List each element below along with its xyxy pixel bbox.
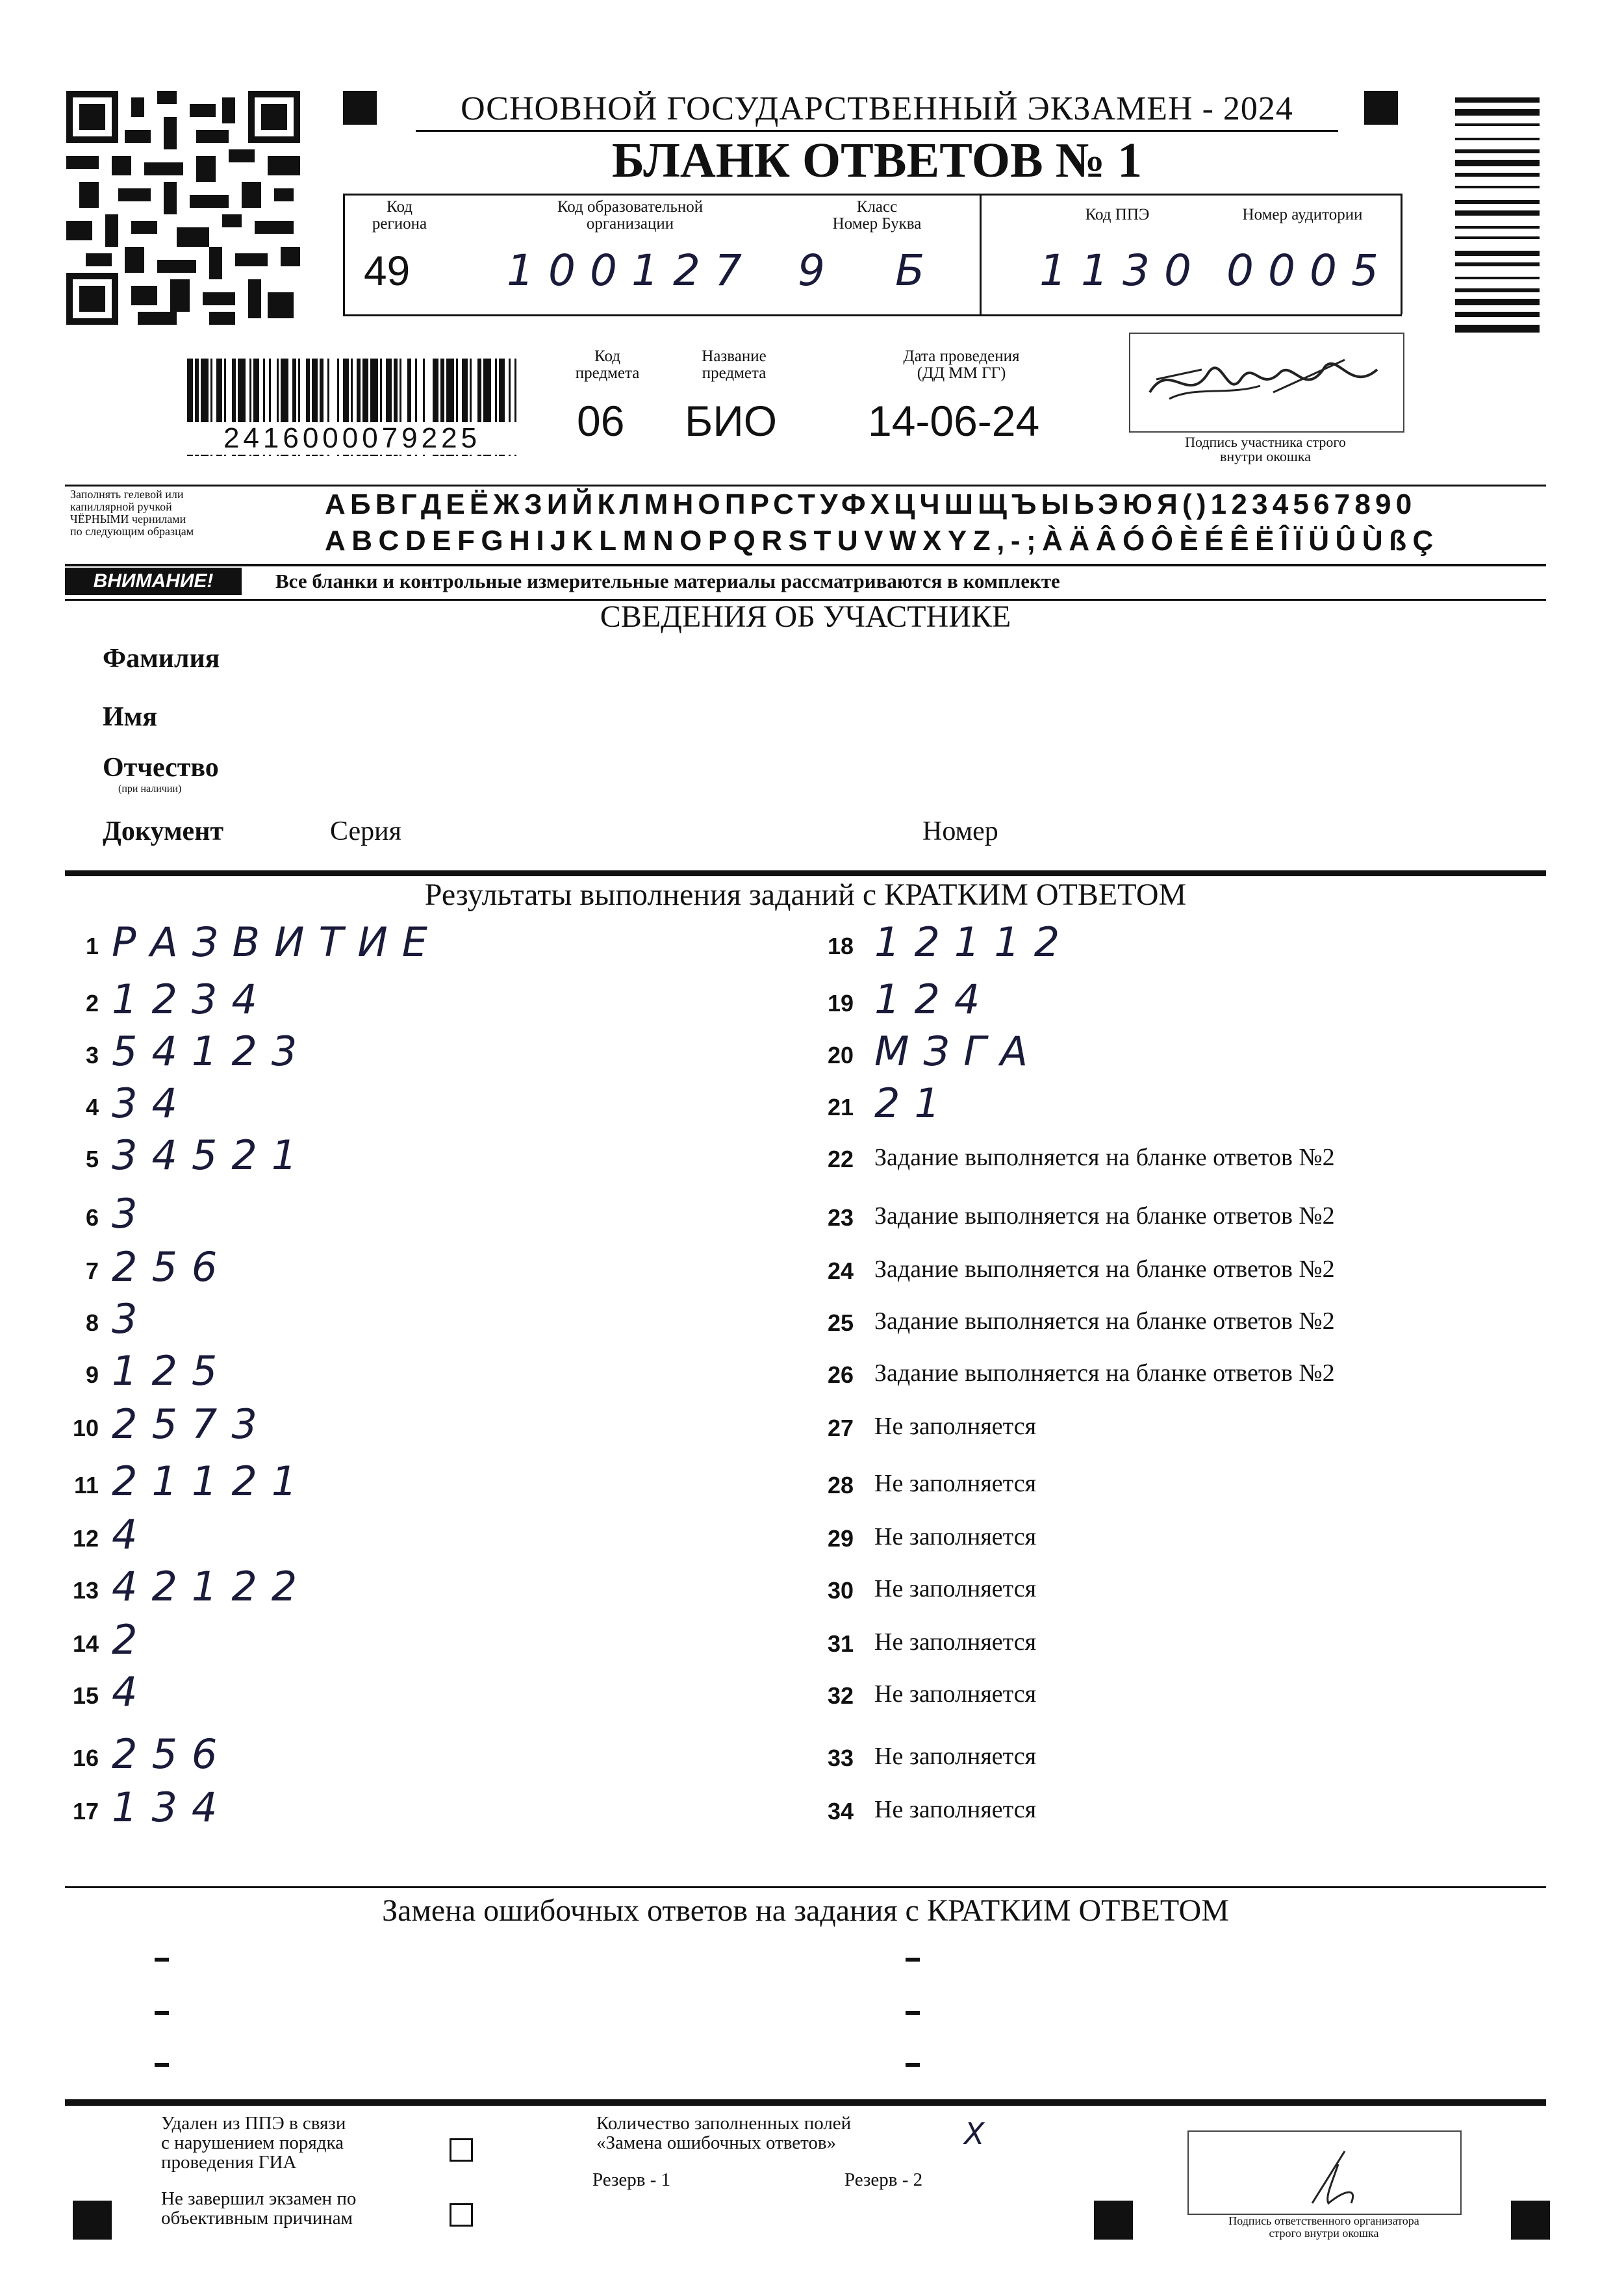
footer-top-line: [65, 2099, 1546, 2106]
room-value: 0005: [1226, 246, 1393, 296]
answer-number-22: 22: [827, 1146, 854, 1172]
answer-value-10[interactable]: 2573: [112, 1400, 272, 1448]
answer-value-4[interactable]: 34: [112, 1080, 192, 1127]
sample-instructions: Заполнять гелевой или капиллярной ручкой ЧЁРНЫМИ чернилами по следующим образцам: [70, 488, 194, 538]
answer-number-18: 18: [827, 933, 854, 959]
participant-signature-caption: Подпись участника строго внутри окошка: [1185, 434, 1346, 464]
side-barcode-bar: [1455, 312, 1540, 317]
replacement-slot-left-2[interactable]: [155, 2011, 169, 2015]
organizer-signature-box[interactable]: [1187, 2130, 1462, 2215]
side-barcode-bar: [1455, 149, 1540, 153]
answer-number-6: 6: [85, 1204, 99, 1231]
side-barcode-bar: [1455, 251, 1540, 256]
side-barcode: [1455, 97, 1540, 461]
sample-cyrillic: АБВГДЕЁЖЗИЙКЛМНОПРСТУФХЦЧШЩЪЫЬЭЮЯ()1234567890: [325, 488, 1417, 520]
side-barcode-bar: [1455, 236, 1540, 239]
side-barcode-bar: [1455, 138, 1540, 140]
surname-label: Фамилия: [103, 644, 220, 674]
anchor-square-bottom-right: [1511, 2201, 1550, 2240]
answer-value-26: Задание выполняется на бланке ответов №2: [874, 1359, 1335, 1387]
answer-number-25: 25: [827, 1309, 854, 1336]
answer-number-30: 30: [827, 1577, 854, 1604]
answer-value-22: Задание выполняется на бланке ответов №2: [874, 1144, 1335, 1171]
side-barcode-bar: [1455, 173, 1540, 177]
date-label: Дата проведения (ДД ММ ГГ): [903, 347, 1020, 382]
side-barcode-bar: [1455, 109, 1540, 116]
answer-value-19[interactable]: 124: [874, 976, 995, 1023]
side-barcode-bar: [1455, 186, 1540, 188]
subject-code-value: 06: [577, 397, 625, 445]
organizer-signature: [1189, 2132, 1460, 2214]
answer-number-14: 14: [72, 1630, 99, 1657]
replacement-slot-left-1[interactable]: [155, 1958, 169, 1962]
answer-value-13[interactable]: 42122: [112, 1563, 312, 1610]
ppe-label: Код ППЭ: [1085, 206, 1150, 223]
answer-value-27: Не заполняется: [874, 1413, 1037, 1440]
side-barcode-bar: [1455, 288, 1540, 292]
side-barcode-bar: [1455, 123, 1540, 126]
answer-number-31: 31: [827, 1630, 854, 1657]
ppe-value: 1130: [1039, 246, 1206, 296]
replacement-slot-right-3[interactable]: [906, 2063, 920, 2067]
answer-number-27: 27: [827, 1415, 854, 1441]
side-barcode-bar: [1455, 210, 1540, 216]
answer-number-20: 20: [827, 1042, 854, 1068]
answer-number-33: 33: [827, 1745, 854, 1771]
reserve1-label: Резерв - 1: [592, 2169, 671, 2190]
answer-value-12[interactable]: 4: [112, 1511, 152, 1558]
organizer-signature-caption: Подпись ответственного организатора строго внутри окошка: [1228, 2214, 1419, 2240]
answer-number-28: 28: [827, 1472, 854, 1498]
answer-value-24: Задание выполняется на бланке ответов №2: [874, 1256, 1335, 1283]
answer-number-16: 16: [72, 1745, 99, 1771]
count-label: Количество заполненных полей «Замена ошибочных ответов»: [596, 2113, 852, 2153]
answer-number-23: 23: [827, 1204, 854, 1231]
replacement-top-line: [65, 1886, 1546, 1888]
document-label: Документ: [103, 816, 224, 846]
sample-latin: ABCDEFGHIJKLMNOPQRSTUVWXYZ,-;ÀÄÂÓÔÈÉÊËÎÏÜÛÙßÇ: [325, 525, 1440, 557]
answer-value-23: Задание выполняется на бланке ответов №2: [874, 1202, 1335, 1230]
answer-number-15: 15: [72, 1682, 99, 1709]
participant-section-title: СВЕДЕНИЯ ОБ УЧАСТНИКЕ: [600, 600, 1011, 634]
participant-signature-box[interactable]: [1129, 333, 1404, 433]
removed-label: Удален из ППЭ в связи с нарушением порядка проведения ГИА: [161, 2113, 346, 2173]
answer-number-19: 19: [827, 990, 854, 1017]
answer-value-9[interactable]: 125: [112, 1347, 232, 1395]
answer-number-11: 11: [73, 1472, 99, 1498]
answer-value-15[interactable]: 4: [112, 1668, 152, 1715]
answer-number-32: 32: [827, 1682, 854, 1709]
answer-number-8: 8: [85, 1309, 99, 1336]
answer-number-26: 26: [827, 1361, 854, 1388]
subject-code-label: Код предмета: [575, 347, 640, 382]
answer-value-6[interactable]: 3: [112, 1190, 152, 1237]
side-barcode-bar: [1455, 262, 1540, 266]
answer-value-34: Не заполняется: [874, 1796, 1037, 1823]
warning-text: Все бланки и контрольные измерительные материалы рассматриваются в комплекте: [275, 570, 1060, 592]
answer-value-29: Не заполняется: [874, 1523, 1037, 1550]
answer-value-8[interactable]: 3: [112, 1295, 152, 1343]
side-barcode-bar: [1455, 200, 1540, 204]
answer-number-10: 10: [72, 1415, 99, 1441]
anchor-square-bottom-left: [73, 2201, 112, 2240]
subject-name-value: БИО: [685, 397, 778, 445]
org-value: 100127: [507, 246, 756, 296]
answer-number-7: 7: [85, 1257, 99, 1284]
anchor-square-top-left: [343, 91, 377, 125]
answer-value-7[interactable]: 256: [112, 1243, 232, 1291]
answer-value-16[interactable]: 256: [112, 1730, 232, 1778]
answer-value-3[interactable]: 54123: [112, 1028, 312, 1075]
answer-value-31: Не заполняется: [874, 1628, 1037, 1656]
answers-section-title: Результаты выполнения заданий с КРАТКИМ ОТВЕТОМ: [424, 878, 1187, 912]
side-barcode-bar: [1455, 277, 1540, 279]
answer-value-11[interactable]: 21121: [112, 1458, 312, 1505]
removed-checkbox[interactable]: [450, 2138, 473, 2162]
replacement-slot-right-1[interactable]: [906, 1958, 920, 1962]
answer-value-18[interactable]: 12112: [874, 918, 1074, 966]
answer-number-12: 12: [72, 1525, 99, 1552]
answer-number-2: 2: [85, 990, 99, 1017]
answer-value-2[interactable]: 1234: [112, 976, 272, 1023]
patronymic-label: Отчество: [103, 753, 219, 783]
answer-value-14[interactable]: 2: [112, 1616, 152, 1663]
barcode-number: 2416000079225: [170, 422, 534, 455]
class-label: Класс Номер Буква: [832, 198, 922, 233]
region-value: 49: [364, 247, 411, 294]
name-label: Имя: [103, 702, 157, 732]
side-barcode-bar: [1455, 226, 1540, 229]
answer-number-1: 1: [85, 933, 99, 959]
side-barcode-bar: [1455, 97, 1540, 103]
fields-divider: [980, 194, 982, 314]
form-title: БЛАНК ОТВЕТОВ № 1: [611, 133, 1143, 188]
fields-top-border: [343, 194, 1402, 196]
class-number: 9: [798, 246, 839, 296]
answer-value-5[interactable]: 34521: [112, 1131, 312, 1179]
answer-value-30: Не заполняется: [874, 1575, 1037, 1602]
side-barcode-bar: [1455, 160, 1540, 166]
not-finished-label: Не завершил экзамен по объективным причинам: [161, 2188, 357, 2229]
answer-number-34: 34: [827, 1798, 854, 1825]
side-barcode-bar: [1455, 299, 1540, 305]
answer-number-9: 9: [85, 1361, 99, 1388]
answer-number-21: 21: [827, 1094, 854, 1120]
fields-left-border: [343, 194, 345, 314]
answer-value-20[interactable]: МЗГА: [874, 1028, 1043, 1075]
answer-value-33: Не заполняется: [874, 1743, 1037, 1770]
side-barcode-bar: [1455, 325, 1540, 333]
warning-top-line: [65, 564, 1546, 566]
answer-number-3: 3: [85, 1042, 99, 1068]
subject-name-label: Название предмета: [702, 347, 767, 382]
answer-value-25: Задание выполняется на бланке ответов №2: [874, 1308, 1335, 1335]
replacement-section-title: Замена ошибочных ответов на задания с КРАТКИМ ОТВЕТОМ: [382, 1893, 1229, 1928]
not-finished-checkbox[interactable]: [450, 2203, 473, 2227]
participant-signature: [1130, 334, 1403, 431]
number-label: Номер: [922, 816, 998, 846]
qr-code: [66, 91, 300, 325]
fields-right-border: [1401, 194, 1402, 314]
title-underline: [416, 130, 1338, 132]
sample-top-line: [65, 485, 1546, 486]
date-value: 14-06-24: [868, 397, 1040, 445]
anchor-square-top-right: [1364, 91, 1398, 125]
replacement-slot-right-2[interactable]: [906, 2011, 920, 2015]
warning-badge: ВНИМАНИЕ!: [65, 568, 242, 595]
answer-value-17[interactable]: 134: [112, 1784, 232, 1831]
answer-number-29: 29: [827, 1525, 854, 1552]
reserve2-label: Резерв - 2: [844, 2169, 923, 2190]
patronymic-note: (при наличии): [118, 783, 182, 794]
series-label: Серия: [330, 816, 401, 846]
answer-value-1[interactable]: РАЗВИТИЕ: [112, 918, 442, 966]
count-value: Х: [964, 2116, 985, 2151]
replacement-slot-left-3[interactable]: [155, 2063, 169, 2067]
exam-title: ОСНОВНОЙ ГОСУДАРСТВЕННЫЙ ЭКЗАМЕН - 2024: [461, 90, 1293, 127]
region-label: Код региона: [372, 198, 427, 233]
anchor-square-bottom-mid: [1094, 2201, 1133, 2240]
room-label: Номер аудитории: [1242, 206, 1363, 223]
fields-bottom-border: [343, 314, 1402, 316]
class-letter: Б: [895, 246, 939, 296]
answer-number-17: 17: [72, 1798, 99, 1825]
answer-value-21[interactable]: 21: [874, 1080, 954, 1127]
org-label: Код образовательной организации: [557, 198, 704, 233]
answer-number-13: 13: [72, 1577, 99, 1604]
answer-number-5: 5: [85, 1146, 99, 1172]
answer-value-32: Не заполняется: [874, 1680, 1037, 1708]
answers-top-line: [65, 870, 1546, 876]
answer-value-28: Не заполняется: [874, 1470, 1037, 1497]
answer-number-24: 24: [827, 1257, 854, 1284]
answer-number-4: 4: [85, 1094, 99, 1120]
